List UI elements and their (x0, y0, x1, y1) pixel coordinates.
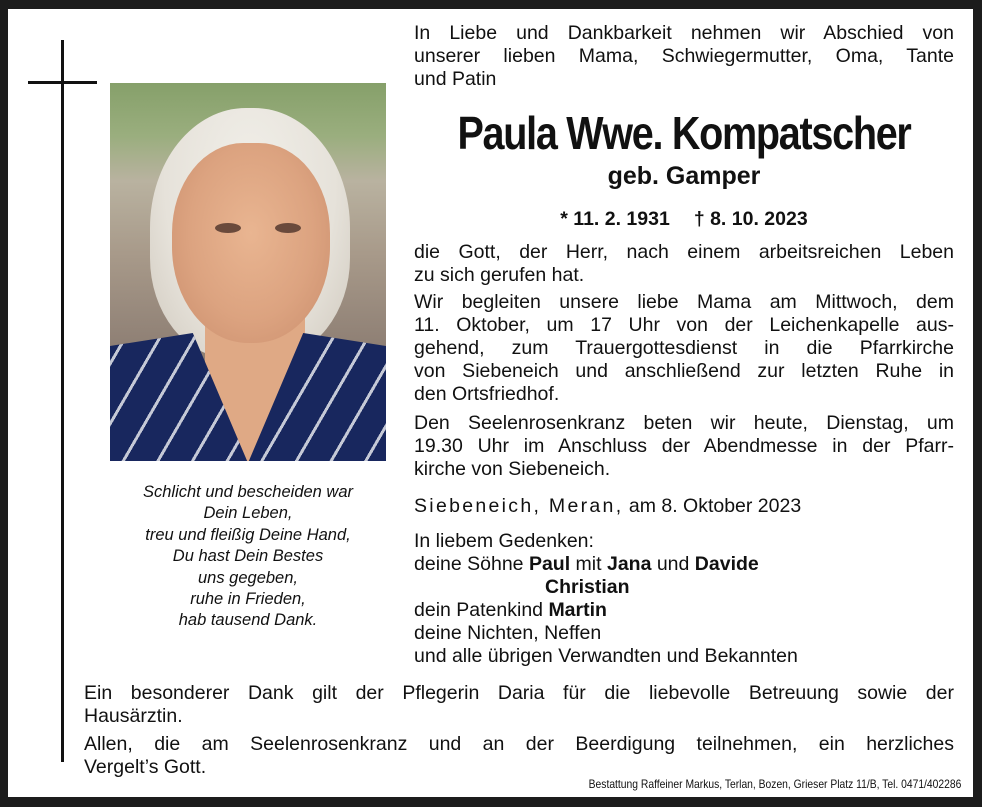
poem-line: Dein Leben, (203, 504, 293, 523)
maiden-name: geb. Gamper (607, 162, 761, 190)
mourner-sons: deine Söhne Paul mit Jana und Davide (414, 553, 759, 575)
life-dates (414, 207, 954, 231)
mourner-son-2: Christian (545, 576, 630, 598)
paragraph-rosary: Den Seelenrosenkranz beten wir heute, Dienstag, um 19.30 Uhr im Anschluss der Abendmesse in der Pfarr- kirche von Siebeneich. (414, 412, 954, 480)
paragraph-funeral: Wir begleiten unsere liebe Mama am Mittwoch, dem 11. Oktober, um 17 Uhr von der Leichenkapelle aus- gehend, zum Trauergottesdienst in die Pfarrkirche von Siebeneich und anschließend zur letzten Ruhe in den Ortsfriedhof. (414, 291, 954, 405)
cross-icon (61, 40, 64, 762)
mourner-godchild: dein Patenkind Martin (414, 599, 607, 621)
mourners-heading: In liebem Gedenken: (414, 530, 594, 552)
mourners-list (414, 530, 954, 668)
death-date: † 8. 10. 2023 (693, 208, 808, 230)
mourner-relatives: und alle übrigen Verwandten und Bekannten (414, 645, 798, 667)
place: Siebeneich, Meran, (414, 495, 624, 517)
deceased-name: Paula Wwe. Kompatscher (457, 107, 911, 159)
birth-date: * 11. 2. 1931 (560, 208, 670, 230)
cross-icon-crossbar (28, 81, 97, 84)
funeral-home-credit: Bestattung Raffeiner Markus, Terlan, Bozen, Grieser Platz 11/B, Tel. 0471/402286 (588, 777, 961, 791)
poem-line: Du hast Dein Bestes (172, 547, 324, 566)
portrait-photo (110, 83, 386, 461)
date: am 8. Oktober 2023 (628, 495, 802, 517)
obituary-notice (8, 9, 973, 797)
poem-line: Schlicht und bescheiden war (142, 483, 354, 501)
poem-line: uns gegeben, (197, 568, 298, 587)
thanks-caregiver: Ein besonderer Dank gilt der Pflegerin Daria für die liebevolle Betreuung sowie der Hausärztin. (84, 682, 954, 727)
poem-line: treu und fleißig Deine Hand, (145, 525, 351, 544)
poem-line: hab tausend Dank. (178, 611, 318, 630)
memorial-poem (110, 482, 386, 632)
place-and-date (414, 494, 954, 518)
intro-text: In Liebe und Dankbarkeit nehmen wir Abschied von unserer lieben Mama, Schwiegermutter, Oma, Tante und Patin (414, 22, 954, 90)
thanks-attendees: Allen, die am Seelenrosenkranz und an der Beerdigung teilnehmen, ein herzliches Vergelt’s Gott. (84, 733, 954, 778)
poem-line: ruhe in Frieden, (190, 590, 306, 609)
mourner-nieces-nephews: deine Nichten, Neffen (414, 622, 602, 644)
paragraph-death: die Gott, der Herr, nach einem arbeitsreichen Leben zu sich gerufen hat. (414, 241, 954, 286)
